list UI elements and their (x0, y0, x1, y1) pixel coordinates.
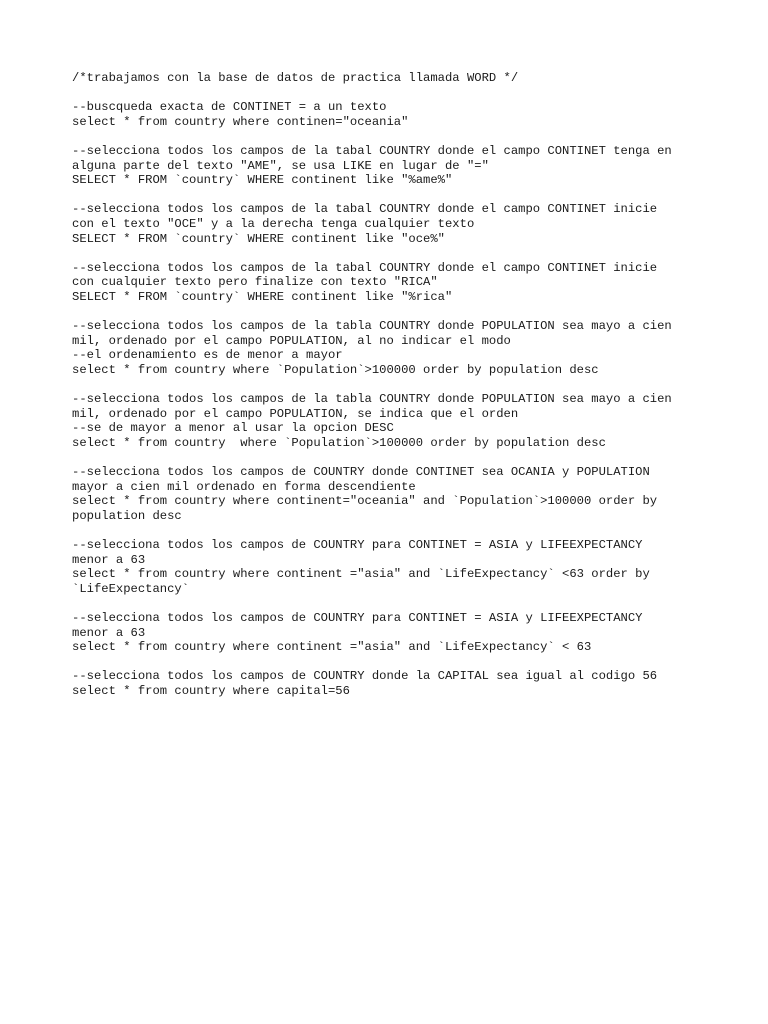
query-block-8 (72, 538, 696, 596)
document-page (72, 71, 696, 713)
sql-line: SELECT * FROM `country` WHERE continent like "%rica" (72, 289, 453, 304)
query-block-7 (72, 465, 696, 523)
query-block-1 (72, 100, 696, 129)
comment-line: --selecciona todos los campos de la tabla COUNTRY donde POPULATION sea mayo a cien (72, 392, 672, 407)
sql-line: select * from country where continen="oceania" (72, 114, 409, 129)
comment-line: --se de mayor a menor al usar la opcion DESC (72, 421, 394, 436)
query-block-4 (72, 261, 696, 305)
sql-line: SELECT * FROM `country` WHERE continent like "oce%" (72, 231, 445, 246)
comment-line: menor a 63 (72, 552, 146, 567)
sql-line: population desc (72, 508, 182, 523)
comment-line: alguna parte del texto "AME", se usa LIKE en lugar de "=" (72, 158, 489, 173)
sql-line: select * from country where capital=56 (72, 683, 350, 698)
sql-line: select * from country where continent="oceania" and `Population`>100000 order by (72, 494, 658, 509)
comment-line: con el texto "OCE" y a la derecha tenga cualquier texto (72, 216, 475, 231)
query-block-3 (72, 202, 696, 246)
query-block-6 (72, 392, 696, 450)
comment-line: menor a 63 (72, 625, 146, 640)
query-block-5 (72, 319, 696, 377)
comment-line: con cualquier texto pero finalize con texto "RICA" (72, 275, 438, 290)
sql-line: SELECT * FROM `country` WHERE continent like "%ame%" (72, 173, 453, 188)
comment-line: --selecciona todos los campos de COUNTRY donde CONTINET sea OCANIA y POPULATION (72, 465, 650, 480)
comment-line: --selecciona todos los campos de la tabal COUNTRY donde el campo CONTINET inicie (72, 260, 658, 275)
comment-line: --selecciona todos los campos de la tabal COUNTRY donde el campo CONTINET tenga en (72, 143, 672, 158)
comment-line: mayor a cien mil ordenado en forma descendiente (72, 479, 416, 494)
sql-line: select * from country where continent ="asia" and `LifeExpectancy` < 63 (72, 640, 592, 655)
comment-line: --selecciona todos los campos de COUNTRY para CONTINET = ASIA y LIFEEXPECTANCY (72, 610, 643, 625)
query-block-10 (72, 669, 696, 698)
comment-line: --selecciona todos los campos de la tabal COUNTRY donde el campo CONTINET inicie (72, 202, 658, 217)
comment-line: --selecciona todos los campos de COUNTRY para CONTINET = ASIA y LIFEEXPECTANCY (72, 538, 643, 552)
sql-line: select * from country where continent ="asia" and `LifeExpectancy` <63 order by (72, 567, 650, 582)
comment-line: mil, ordenado por el campo POPULATION, al no indicar el modo (72, 333, 511, 348)
comment-line: --buscqueda exacta de CONTINET = a un texto (72, 100, 387, 115)
sql-line: `LifeExpectancy` (72, 581, 190, 596)
query-block-2 (72, 144, 696, 188)
query-block-9 (72, 611, 696, 655)
header-comment-block (72, 71, 696, 86)
sql-line: select * from country where `Population`>100000 order by population desc (72, 435, 606, 450)
header-comment: /*trabajamos con la base de datos de practica llamada WORD */ (72, 71, 519, 85)
comment-line: --selecciona todos los campos de la tabla COUNTRY donde POPULATION sea mayo a cien (72, 319, 672, 334)
comment-line: mil, ordenado por el campo POPULATION, se indica que el orden (72, 406, 519, 421)
sql-line: select * from country where `Population`>100000 order by population desc (72, 362, 599, 377)
comment-line: --el ordenamiento es de menor a mayor (72, 348, 343, 363)
comment-line: --selecciona todos los campos de COUNTRY donde la CAPITAL sea igual al codigo 56 (72, 669, 658, 684)
